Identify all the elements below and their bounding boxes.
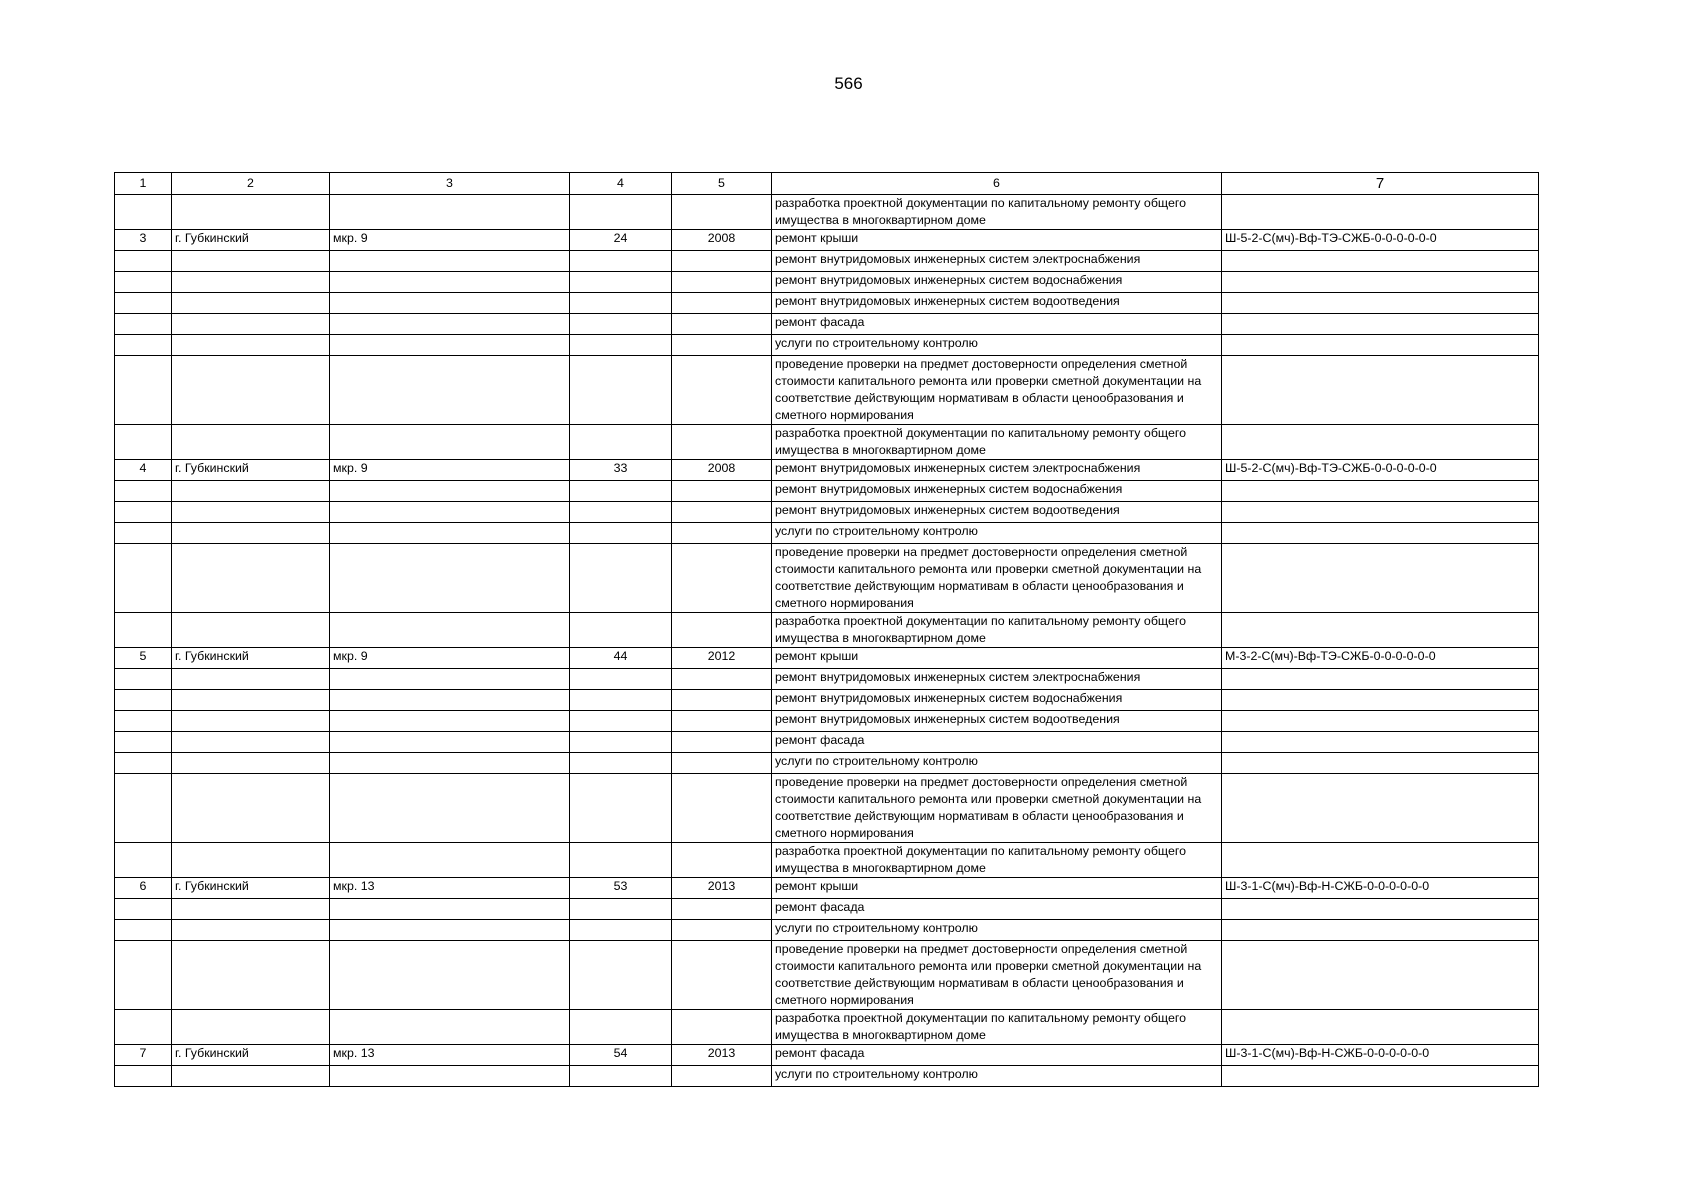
table-row (115, 1010, 1539, 1045)
cell-code (1222, 356, 1539, 425)
cell-number (115, 481, 172, 502)
cell-number (115, 613, 172, 648)
cell-address (330, 753, 570, 774)
cell-municipality (172, 1010, 330, 1045)
cell-address (330, 293, 570, 314)
cell-municipality (172, 195, 330, 230)
table-row (115, 711, 1539, 732)
cell-year: 2008 (672, 460, 772, 481)
cell-municipality (172, 690, 330, 711)
cell-code (1222, 732, 1539, 753)
cell-house: 24 (570, 230, 672, 251)
cell-address (330, 732, 570, 753)
table-row (115, 753, 1539, 774)
cell-work-type: разработка проектной документации по капитальному ремонту общего имущества в многоквартирном доме (772, 1010, 1222, 1045)
cell-address (330, 899, 570, 920)
cell-year: 2008 (672, 230, 772, 251)
cell-work-type: услуги по строительному контролю (772, 335, 1222, 356)
cell-year: 2012 (672, 648, 772, 669)
cell-address (330, 544, 570, 613)
table-row (115, 899, 1539, 920)
cell-municipality: г. Губкинский (172, 1045, 330, 1066)
cell-work-type: разработка проектной документации по капитальному ремонту общего имущества в многоквартирном доме (772, 843, 1222, 878)
cell-address (330, 669, 570, 690)
table-row (115, 843, 1539, 878)
table-row (115, 502, 1539, 523)
cell-work-type: проведение проверки на предмет достоверности определения сметной стоимости капитального ремонта или проверки сметной документации на соответствие действующим нормативам в области ценообразования и сметного нормирования (772, 356, 1222, 425)
table-row (115, 230, 1539, 251)
cell-number (115, 711, 172, 732)
cell-house: 54 (570, 1045, 672, 1066)
table-row (115, 272, 1539, 293)
table-row (115, 356, 1539, 425)
cell-year (672, 753, 772, 774)
cell-code (1222, 195, 1539, 230)
cell-code (1222, 690, 1539, 711)
cell-number: 6 (115, 878, 172, 899)
cell-year (672, 669, 772, 690)
table-row (115, 732, 1539, 753)
column-header: 1 (115, 173, 172, 195)
cell-year (672, 502, 772, 523)
cell-code (1222, 1066, 1539, 1087)
cell-code (1222, 293, 1539, 314)
cell-address: мкр. 13 (330, 1045, 570, 1066)
cell-number (115, 732, 172, 753)
cell-number (115, 690, 172, 711)
cell-municipality (172, 272, 330, 293)
repair-program-table (114, 172, 1539, 1087)
cell-house (570, 613, 672, 648)
cell-work-type: ремонт внутридомовых инженерных систем водоснабжения (772, 272, 1222, 293)
cell-municipality (172, 314, 330, 335)
cell-address (330, 481, 570, 502)
cell-address (330, 251, 570, 272)
column-number-header-row (115, 173, 1539, 195)
cell-work-type: ремонт внутридомовых инженерных систем электроснабжения (772, 669, 1222, 690)
cell-house (570, 732, 672, 753)
cell-house (570, 425, 672, 460)
cell-number (115, 293, 172, 314)
cell-number: 7 (115, 1045, 172, 1066)
cell-house (570, 293, 672, 314)
cell-house (570, 523, 672, 544)
table-row (115, 1066, 1539, 1087)
cell-work-type: ремонт фасада (772, 1045, 1222, 1066)
cell-code (1222, 335, 1539, 356)
table-row (115, 195, 1539, 230)
cell-code: Ш-5-2-С(мч)-Вф-ТЭ-СЖБ-0-0-0-0-0-0 (1222, 230, 1539, 251)
cell-municipality: г. Губкинский (172, 878, 330, 899)
cell-code (1222, 899, 1539, 920)
cell-year (672, 251, 772, 272)
cell-house (570, 1010, 672, 1045)
cell-house (570, 272, 672, 293)
table-row (115, 314, 1539, 335)
cell-work-type: ремонт внутридомовых инженерных систем электроснабжения (772, 251, 1222, 272)
table-row (115, 920, 1539, 941)
cell-address (330, 843, 570, 878)
table-row (115, 878, 1539, 899)
cell-municipality (172, 899, 330, 920)
cell-house (570, 481, 672, 502)
cell-municipality: г. Губкинский (172, 230, 330, 251)
cell-address: мкр. 13 (330, 878, 570, 899)
cell-address (330, 613, 570, 648)
cell-work-type: проведение проверки на предмет достоверности определения сметной стоимости капитального ремонта или проверки сметной документации на соответствие действующим нормативам в области ценообразования и сметного нормирования (772, 544, 1222, 613)
cell-year (672, 544, 772, 613)
cell-municipality (172, 711, 330, 732)
cell-code (1222, 843, 1539, 878)
cell-number: 5 (115, 648, 172, 669)
table-row (115, 774, 1539, 843)
cell-number (115, 753, 172, 774)
column-header: 3 (330, 173, 570, 195)
cell-number (115, 941, 172, 1010)
cell-address (330, 711, 570, 732)
cell-year (672, 1066, 772, 1087)
cell-municipality (172, 774, 330, 843)
cell-house (570, 502, 672, 523)
cell-address (330, 774, 570, 843)
cell-address (330, 272, 570, 293)
cell-year (672, 523, 772, 544)
cell-number: 3 (115, 230, 172, 251)
cell-code (1222, 613, 1539, 648)
cell-work-type: услуги по строительному контролю (772, 1066, 1222, 1087)
cell-address: мкр. 9 (330, 460, 570, 481)
cell-code (1222, 272, 1539, 293)
cell-municipality (172, 481, 330, 502)
cell-house (570, 899, 672, 920)
cell-address: мкр. 9 (330, 230, 570, 251)
cell-number (115, 195, 172, 230)
cell-municipality (172, 523, 330, 544)
cell-address (330, 523, 570, 544)
cell-number (115, 544, 172, 613)
cell-number (115, 251, 172, 272)
cell-code (1222, 753, 1539, 774)
table-row (115, 941, 1539, 1010)
cell-number (115, 314, 172, 335)
cell-address (330, 335, 570, 356)
cell-house (570, 690, 672, 711)
cell-work-type: услуги по строительному контролю (772, 523, 1222, 544)
column-header: 7 (1222, 173, 1539, 195)
page-number: 566 (834, 74, 863, 93)
table-row (115, 335, 1539, 356)
cell-year (672, 293, 772, 314)
cell-number (115, 920, 172, 941)
cell-address (330, 690, 570, 711)
cell-number (115, 774, 172, 843)
cell-year (672, 356, 772, 425)
cell-work-type: ремонт крыши (772, 878, 1222, 899)
cell-work-type: ремонт внутридомовых инженерных систем электроснабжения (772, 460, 1222, 481)
cell-code (1222, 425, 1539, 460)
cell-house (570, 941, 672, 1010)
cell-house: 44 (570, 648, 672, 669)
cell-house (570, 1066, 672, 1087)
cell-house (570, 251, 672, 272)
cell-code (1222, 711, 1539, 732)
cell-municipality (172, 941, 330, 1010)
cell-code (1222, 251, 1539, 272)
cell-year (672, 774, 772, 843)
cell-address (330, 195, 570, 230)
cell-number (115, 356, 172, 425)
cell-code (1222, 544, 1539, 613)
cell-work-type: услуги по строительному контролю (772, 753, 1222, 774)
table-row (115, 669, 1539, 690)
table-row (115, 690, 1539, 711)
cell-number (115, 425, 172, 460)
cell-municipality (172, 544, 330, 613)
cell-number (115, 523, 172, 544)
cell-work-type: разработка проектной документации по капитальному ремонту общего имущества в многоквартирном доме (772, 195, 1222, 230)
cell-number (115, 843, 172, 878)
cell-house (570, 774, 672, 843)
cell-work-type: услуги по строительному контролю (772, 920, 1222, 941)
table-row (115, 425, 1539, 460)
cell-municipality (172, 753, 330, 774)
cell-year: 2013 (672, 878, 772, 899)
cell-address (330, 425, 570, 460)
cell-year (672, 314, 772, 335)
cell-year: 2013 (672, 1045, 772, 1066)
cell-municipality (172, 425, 330, 460)
cell-house (570, 314, 672, 335)
cell-house: 33 (570, 460, 672, 481)
cell-year (672, 899, 772, 920)
cell-address (330, 314, 570, 335)
cell-address (330, 920, 570, 941)
cell-work-type: ремонт фасада (772, 732, 1222, 753)
cell-house (570, 544, 672, 613)
cell-house: 53 (570, 878, 672, 899)
cell-code: Ш-3-1-С(мч)-Вф-Н-СЖБ-0-0-0-0-0-0 (1222, 1045, 1539, 1066)
cell-code (1222, 502, 1539, 523)
cell-house (570, 669, 672, 690)
cell-code (1222, 1010, 1539, 1045)
cell-code (1222, 941, 1539, 1010)
cell-number (115, 1010, 172, 1045)
cell-municipality: г. Губкинский (172, 460, 330, 481)
column-header: 6 (772, 173, 1222, 195)
cell-address: мкр. 9 (330, 648, 570, 669)
cell-code (1222, 523, 1539, 544)
cell-municipality (172, 356, 330, 425)
cell-municipality (172, 669, 330, 690)
cell-work-type: проведение проверки на предмет достоверности определения сметной стоимости капитального ремонта или проверки сметной документации на соответствие действующим нормативам в области ценообразования и сметного нормирования (772, 774, 1222, 843)
cell-address (330, 356, 570, 425)
cell-work-type: ремонт фасада (772, 899, 1222, 920)
cell-work-type: ремонт внутридомовых инженерных систем водоотведения (772, 711, 1222, 732)
column-header: 2 (172, 173, 330, 195)
cell-year (672, 711, 772, 732)
cell-municipality (172, 613, 330, 648)
cell-code (1222, 669, 1539, 690)
cell-number (115, 335, 172, 356)
cell-work-type: ремонт внутридомовых инженерных систем водоснабжения (772, 481, 1222, 502)
cell-number (115, 502, 172, 523)
cell-work-type: ремонт крыши (772, 648, 1222, 669)
table-row (115, 293, 1539, 314)
table-row (115, 544, 1539, 613)
cell-year (672, 335, 772, 356)
cell-work-type: ремонт крыши (772, 230, 1222, 251)
cell-code: М-3-2-С(мч)-Вф-ТЭ-СЖБ-0-0-0-0-0-0 (1222, 648, 1539, 669)
cell-year (672, 732, 772, 753)
cell-year (672, 272, 772, 293)
cell-municipality (172, 502, 330, 523)
cell-municipality (172, 335, 330, 356)
cell-code (1222, 774, 1539, 843)
column-header: 4 (570, 173, 672, 195)
cell-number (115, 899, 172, 920)
cell-work-type: ремонт внутридомовых инженерных систем водоотведения (772, 502, 1222, 523)
cell-work-type: ремонт фасада (772, 314, 1222, 335)
cell-municipality (172, 843, 330, 878)
table-row (115, 1045, 1539, 1066)
cell-address (330, 941, 570, 1010)
cell-year (672, 195, 772, 230)
cell-municipality: г. Губкинский (172, 648, 330, 669)
cell-number (115, 669, 172, 690)
cell-work-type: проведение проверки на предмет достоверности определения сметной стоимости капитального ремонта или проверки сметной документации на соответствие действующим нормативам в области ценообразования и сметного нормирования (772, 941, 1222, 1010)
table-row (115, 460, 1539, 481)
cell-house (570, 195, 672, 230)
cell-house (570, 356, 672, 425)
cell-code (1222, 314, 1539, 335)
cell-municipality (172, 293, 330, 314)
column-header: 5 (672, 173, 772, 195)
cell-municipality (172, 920, 330, 941)
table-row (115, 523, 1539, 544)
cell-year (672, 613, 772, 648)
cell-municipality (172, 1066, 330, 1087)
table-row (115, 481, 1539, 502)
cell-address (330, 1010, 570, 1045)
cell-number: 4 (115, 460, 172, 481)
cell-house (570, 920, 672, 941)
cell-address (330, 502, 570, 523)
cell-address (330, 1066, 570, 1087)
cell-year (672, 1010, 772, 1045)
cell-year (672, 690, 772, 711)
cell-work-type: ремонт внутридомовых инженерных систем водоснабжения (772, 690, 1222, 711)
cell-year (672, 941, 772, 1010)
cell-work-type: разработка проектной документации по капитальному ремонту общего имущества в многоквартирном доме (772, 613, 1222, 648)
cell-number (115, 1066, 172, 1087)
cell-code (1222, 481, 1539, 502)
cell-year (672, 843, 772, 878)
cell-year (672, 425, 772, 460)
cell-code: Ш-3-1-С(мч)-Вф-Н-СЖБ-0-0-0-0-0-0 (1222, 878, 1539, 899)
cell-house (570, 843, 672, 878)
cell-year (672, 481, 772, 502)
cell-code (1222, 920, 1539, 941)
table-row (115, 613, 1539, 648)
cell-code: Ш-5-2-С(мч)-Вф-ТЭ-СЖБ-0-0-0-0-0-0 (1222, 460, 1539, 481)
table-row (115, 251, 1539, 272)
cell-house (570, 753, 672, 774)
cell-house (570, 335, 672, 356)
cell-number (115, 272, 172, 293)
table-body (115, 173, 1539, 1087)
cell-work-type: ремонт внутридомовых инженерных систем водоотведения (772, 293, 1222, 314)
cell-house (570, 711, 672, 732)
table-row (115, 648, 1539, 669)
cell-municipality (172, 251, 330, 272)
cell-municipality (172, 732, 330, 753)
cell-work-type: разработка проектной документации по капитальному ремонту общего имущества в многоквартирном доме (772, 425, 1222, 460)
cell-year (672, 920, 772, 941)
